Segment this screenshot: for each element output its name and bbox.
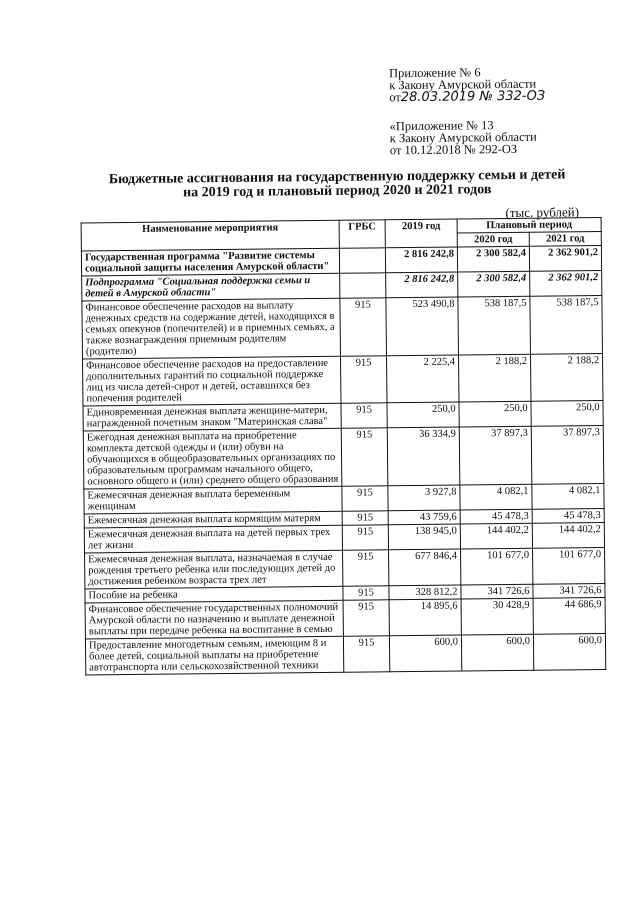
row-name: Финансовое обеспечение государственных полномочий Амурской области по назначению и выплате денежной выплаты при передаче ребенка на воспитание в семью	[85, 600, 343, 639]
row-2019: 43 759,6	[388, 510, 460, 525]
row-name: Государственная программа "Развитие системы социальной защиты населения Амурской области"	[81, 248, 339, 276]
header-grbs: ГРБС	[339, 220, 385, 248]
appendix-header	[389, 66, 545, 105]
row-2019: 2 816 242,8	[385, 247, 457, 273]
row-grbs: 915	[343, 550, 389, 586]
row-2021: 341 726,6	[533, 584, 605, 599]
row-2019: 328 812,2	[389, 585, 461, 600]
row-2019: 2 816 242,8	[386, 272, 458, 298]
table-row	[85, 598, 605, 639]
row-grbs: 915	[343, 600, 389, 636]
row-grbs: 915	[343, 586, 389, 600]
title-line-2: на 2019 год и плановый период 2020 и 2021 годов	[183, 182, 492, 201]
row-grbs: 915	[342, 525, 388, 550]
row-grbs: 915	[340, 356, 386, 403]
appendix-date: от28.03.2019 № 332-ОЗ	[389, 88, 546, 106]
row-2019: 3 927,8	[388, 485, 460, 511]
row-name: Финансовое обеспечение расходов на предоставление дополнительных гарантий по социальной поддержке лиц из числа детей-сирот и детей, оставшихся без попечения родителей	[83, 356, 341, 406]
row-2020: 2 300 582,4	[458, 271, 530, 297]
row-2020: 2 188,2	[458, 354, 530, 402]
row-2021: 538 187,5	[530, 296, 603, 355]
appendix-number: Приложение № 6	[388, 65, 481, 81]
row-2021: 144 402,2	[532, 523, 604, 549]
row-2020: 2 300 582,4	[457, 246, 529, 272]
quoted-appendix-date: от 10.12.2018 № 292-ОЗ	[389, 141, 518, 158]
row-name: Ежегодная денежная выплата на приобретение комплекта детской одежды и (или) обуви на обучающихся в общеобразовательных организациях по образовательным программам начального общего, основного общего и (или) среднего общего образования	[83, 428, 342, 489]
row-grbs: 915	[341, 403, 387, 428]
row-name: Ежемесячная денежная выплата кормящим матерям	[84, 511, 342, 528]
row-name: Финансовое обеспечение расходов на выплату денежных средств на содержание детей, находящихся в семьях опекунов (попечителей) и в приемных семьях, а также вознаграждения приемным родителям (родителю)	[82, 298, 341, 359]
row-2020: 600,0	[461, 634, 533, 671]
row-name: Подпрограмма "Социальная поддержка семьи и детей в Амурской области"	[82, 273, 340, 301]
quoted-appendix-number: «Приложение № 13	[389, 118, 494, 134]
row-name: Ежемесячная денежная выплата, назначаемая в случае рождения третьего ребенка или последующих детей до достижения ребенком возраста трех лет	[85, 550, 343, 589]
row-2021: 4 082,1	[532, 484, 604, 510]
table-row	[85, 548, 605, 589]
row-2021: 101 677,0	[533, 548, 605, 585]
row-name: Предоставление многодетным семьям, имеющим 8 и более детей, социальной выплаты на приобретение автотранспорта или сельскохозяйственной техники	[85, 636, 343, 675]
row-2020: 45 478,3	[460, 509, 532, 524]
document-title	[87, 168, 587, 201]
row-2020: 144 402,2	[460, 523, 532, 549]
row-2021: 250,0	[531, 401, 603, 427]
row-2019: 14 895,6	[389, 599, 461, 636]
row-2020: 37 897,3	[459, 426, 532, 485]
appendix-law: к Закону Амурской области	[389, 76, 537, 93]
row-grbs: 915	[343, 636, 389, 672]
row-grbs	[339, 248, 385, 273]
row-name: Единовременная денежная выплата женщине-матери, награжденной почетным знаком "Материнская слава"	[83, 403, 341, 431]
row-grbs	[340, 273, 386, 298]
table-row	[83, 426, 604, 489]
row-2019: 600,0	[389, 635, 461, 672]
row-2021: 45 478,3	[532, 509, 604, 524]
row-2020: 341 726,6	[461, 584, 533, 599]
row-2020: 101 677,0	[461, 548, 533, 585]
handwritten-date-number: 28.03.2019 № 332-ОЗ	[400, 88, 546, 106]
header-2019: 2019 год	[385, 219, 457, 248]
table-row	[83, 354, 603, 406]
row-2019: 2 225,4	[386, 355, 458, 403]
units-label: (тыс. рублей)	[505, 204, 580, 221]
table-row	[85, 634, 605, 675]
row-name: Ежемесячная денежная выплата беременным женщинам	[84, 486, 342, 514]
row-2021: 2 188,2	[530, 354, 602, 402]
row-grbs: 915	[342, 486, 388, 511]
row-2019: 138 945,0	[388, 524, 460, 550]
row-2019: 523 490,8	[386, 297, 459, 356]
row-grbs: 915	[342, 511, 388, 525]
row-2021: 600,0	[533, 634, 605, 671]
row-2020: 30 428,9	[461, 598, 533, 635]
allocations-table	[81, 217, 607, 675]
row-2020: 250,0	[459, 401, 531, 427]
row-grbs: 915	[340, 298, 387, 356]
row-name: Ежемесячная денежная выплата на детей первых трех лет жизни	[84, 525, 342, 553]
header-2021: 2021 год	[529, 232, 601, 247]
row-name: Пособие на ребенка	[85, 586, 343, 603]
row-2021: 2 362 901,2	[530, 271, 602, 297]
header-name: Наименование мероприятия	[81, 220, 339, 251]
row-2020: 538 187,5	[458, 296, 531, 355]
header-planned-period: Плановый период	[457, 218, 601, 234]
table-row	[82, 296, 603, 359]
row-2019: 36 334,9	[387, 427, 460, 486]
row-2021: 2 362 901,2	[529, 246, 601, 272]
row-2019: 250,0	[387, 402, 459, 428]
title-line-1: Бюджетные ассигнования на государственную поддержку семьи и детей	[108, 167, 566, 188]
quoted-appendix-law: к Закону Амурской области	[389, 129, 537, 146]
row-grbs: 915	[341, 428, 388, 486]
row-2021: 44 686,9	[533, 598, 605, 635]
header-2020: 2020 год	[457, 232, 529, 247]
row-2019: 677 846,4	[389, 549, 461, 586]
row-2021: 37 897,3	[531, 426, 604, 485]
row-2020: 4 082,1	[460, 484, 532, 510]
quoted-appendix-header	[390, 119, 537, 157]
